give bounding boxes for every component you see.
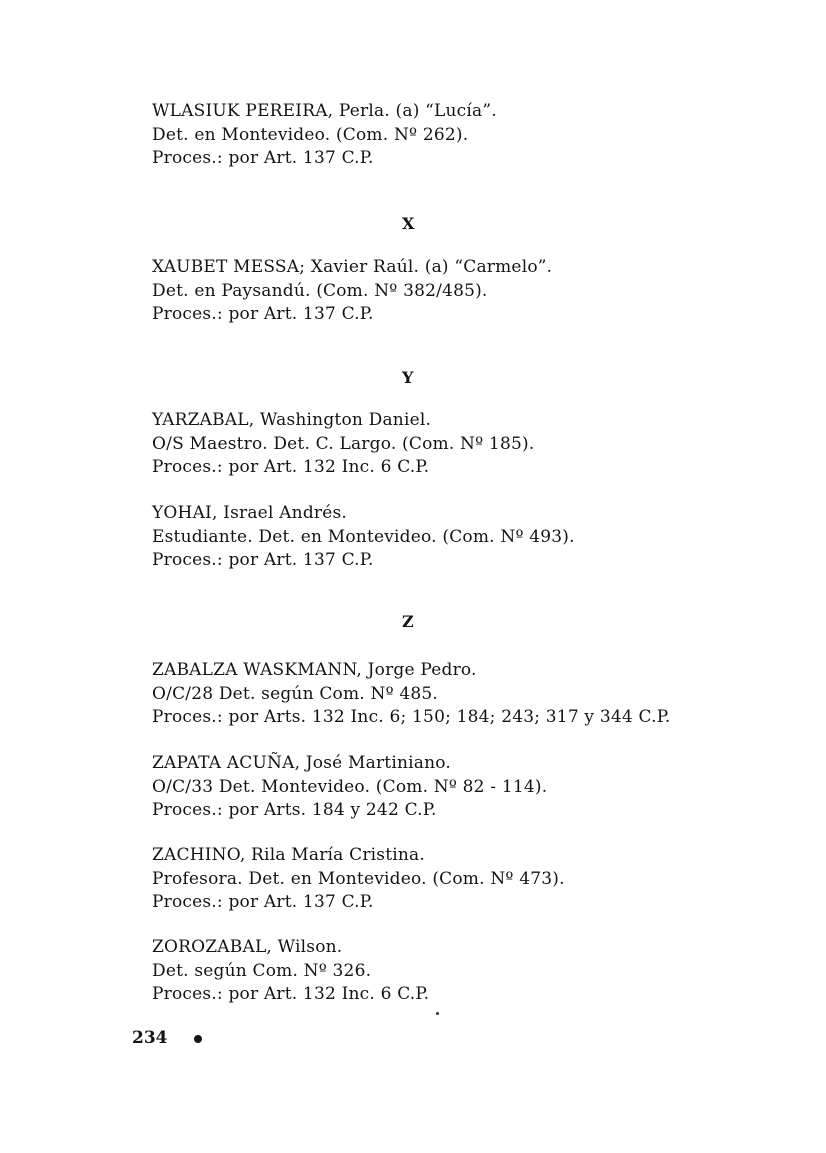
section-letter-y: Y <box>402 368 414 387</box>
entry-charges: Proces.: por Art. 137 C.P. <box>152 550 374 570</box>
entry-name: ZOROZABAL, Wilson. <box>152 937 343 957</box>
entry-yohai <box>152 502 575 573</box>
entry-detention: O/C/28 Det. según Com. Nº 485. <box>152 683 439 704</box>
entry-name: XAUBET MESSA; Xavier Raúl. (a) “Carmelo”. <box>152 257 553 277</box>
entry-detention: O/C/33 Det. Montevideo. (Com. Nº 82 - 114). <box>152 776 548 797</box>
page-footer <box>132 1026 202 1050</box>
print-speck <box>436 1012 439 1015</box>
entry-name: ZAPATA ACUÑA, José Martiniano. <box>152 753 451 773</box>
entry-name: YARZABAL, Washington Daniel. <box>152 410 432 430</box>
entry-detention: Det. en Paysandú. (Com. Nº 382/485). <box>152 280 488 301</box>
entry-zachino <box>152 844 565 915</box>
bullet-icon <box>194 1035 202 1043</box>
section-letter-x: X <box>402 214 415 233</box>
entry-detention: O/S Maestro. Det. C. Largo. (Com. Nº 185). <box>152 433 535 454</box>
entry-charges: Proces.: por Art. 132 Inc. 6 C.P. <box>152 457 430 477</box>
entry-charges: Proces.: por Art. 132 Inc. 6 C.P. <box>152 984 430 1004</box>
entry-detention: Estudiante. Det. en Montevideo. (Com. Nº 493). <box>152 526 575 547</box>
entry-name: ZABALZA WASKMANN, Jorge Pedro. <box>152 660 477 680</box>
entry-charges: Proces.: por Art. 137 C.P. <box>152 148 374 168</box>
entry-detention: Det. en Montevideo. (Com. Nº 262). <box>152 124 469 145</box>
entry-yarzabal <box>152 409 534 480</box>
entry-zapata <box>152 752 547 823</box>
entry-charges: Proces.: por Arts. 184 y 242 C.P. <box>152 800 437 820</box>
entry-detention: Det. según Com. Nº 326. <box>152 960 372 981</box>
entry-name: WLASIUK PEREIRA, Perla. (a) “Lucía”. <box>152 101 497 121</box>
page-number: 234 <box>132 1028 168 1048</box>
entry-zorozabal <box>152 936 429 1007</box>
entry-wlasiuk <box>152 100 497 171</box>
entry-xaubet <box>152 256 552 327</box>
entry-charges: Proces.: por Art. 137 C.P. <box>152 892 374 912</box>
entry-zabalza <box>152 659 671 730</box>
entry-charges: Proces.: por Art. 137 C.P. <box>152 304 374 324</box>
section-letter-z: Z <box>402 612 414 631</box>
entry-name: YOHAI, Israel Andrés. <box>152 503 348 523</box>
entry-name: ZACHINO, Rila María Cristina. <box>152 845 425 865</box>
entry-charges: Proces.: por Arts. 132 Inc. 6; 150; 184; 243; 317 y 344 C.P. <box>152 707 671 727</box>
entry-detention: Profesora. Det. en Montevideo. (Com. Nº 473). <box>152 868 565 889</box>
